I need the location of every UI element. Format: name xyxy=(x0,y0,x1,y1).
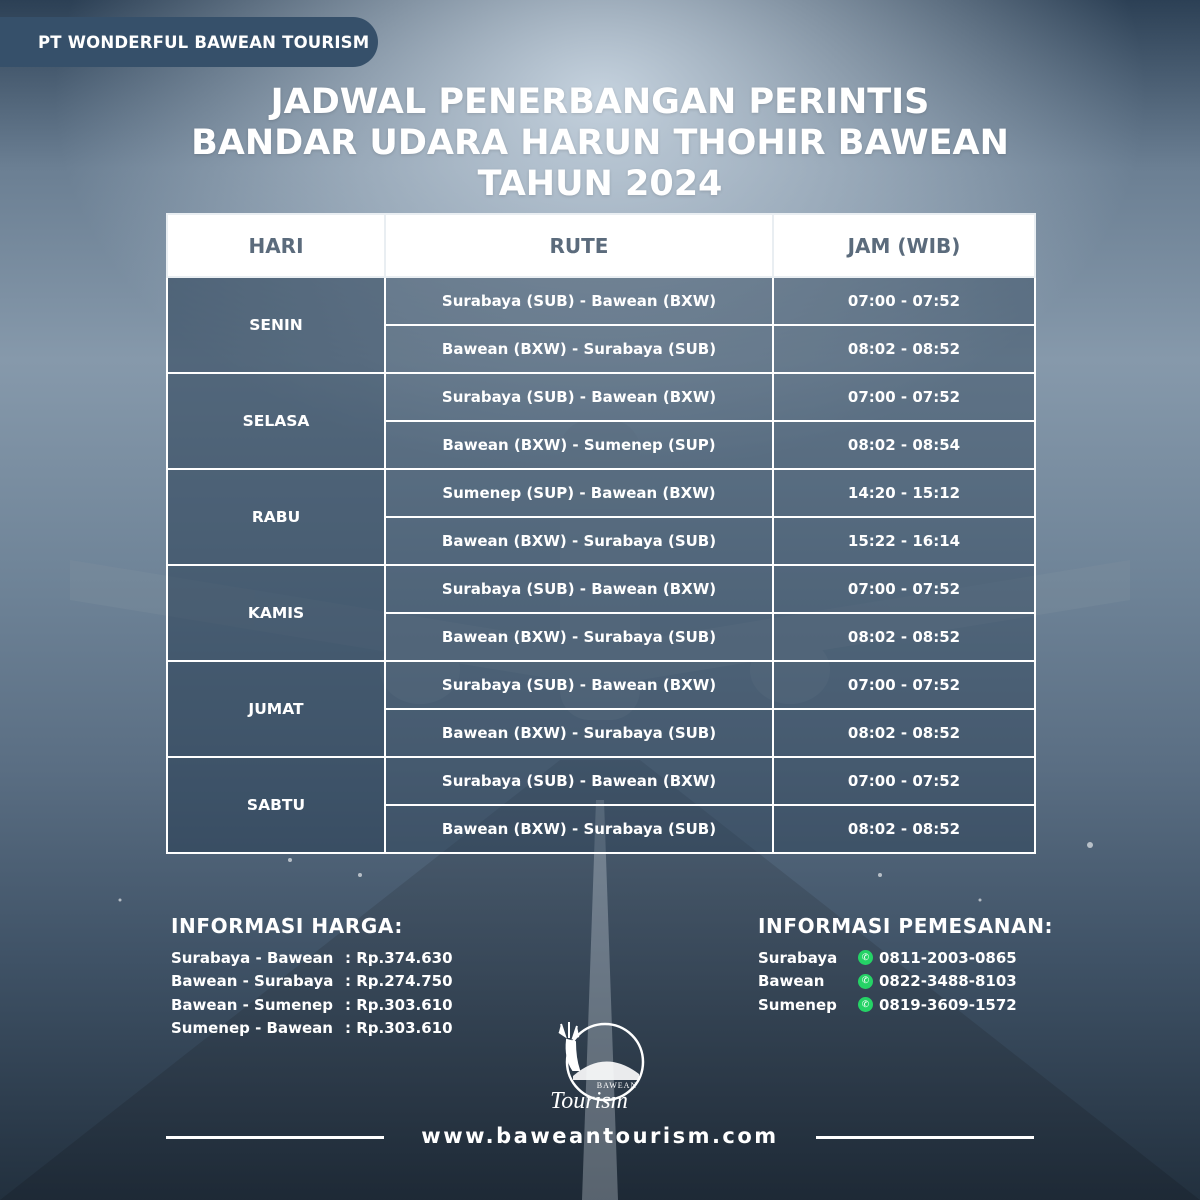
header-time: JAM (WIB) xyxy=(773,214,1035,277)
list-item xyxy=(171,970,453,994)
booking-phone[interactable]: 0822-3488-8103 xyxy=(879,972,1017,991)
price-value: : Rp.303.610 xyxy=(345,1019,453,1038)
day-cell: SABTU xyxy=(167,757,385,853)
title-line-3: TAHUN 2024 xyxy=(477,164,723,204)
price-info-section xyxy=(171,914,453,1040)
table-row xyxy=(167,469,1035,517)
time-cell: 15:22 - 16:14 xyxy=(773,517,1035,565)
route-cell: Surabaya (SUB) - Bawean (BXW) xyxy=(385,373,773,421)
header-route: RUTE xyxy=(385,214,773,277)
list-item xyxy=(758,970,1053,994)
route-cell: Surabaya (SUB) - Bawean (BXW) xyxy=(385,565,773,613)
time-cell: 14:20 - 15:12 xyxy=(773,469,1035,517)
price-route: Sumenep - Bawean xyxy=(171,1019,333,1038)
list-item xyxy=(171,993,453,1017)
day-cell: SENIN xyxy=(167,277,385,373)
day-cell: KAMIS xyxy=(167,565,385,661)
price-route: Bawean - Sumenep xyxy=(171,995,333,1014)
route-cell: Bawean (BXW) - Surabaya (SUB) xyxy=(385,613,773,661)
route-cell: Bawean (BXW) - Surabaya (SUB) xyxy=(385,517,773,565)
day-cell: RABU xyxy=(167,469,385,565)
booking-info-title: INFORMASI PEMESANAN: xyxy=(758,914,1054,938)
time-cell: 08:02 - 08:52 xyxy=(773,325,1035,373)
route-cell: Bawean (BXW) - Surabaya (SUB) xyxy=(385,805,773,853)
flight-schedule-table xyxy=(166,213,1036,854)
website-link[interactable]: www.baweantourism.com xyxy=(421,1124,779,1148)
time-cell: 07:00 - 07:52 xyxy=(773,373,1035,421)
company-name: PT WONDERFUL BAWEAN TOURISM xyxy=(38,32,370,52)
booking-phone[interactable]: 0819-3609-1572 xyxy=(879,995,1017,1014)
price-value: : Rp.274.750 xyxy=(345,972,453,991)
booking-info-section xyxy=(758,914,1053,1017)
svg-text:BAWEAN: BAWEAN xyxy=(596,1081,638,1090)
time-cell: 07:00 - 07:52 xyxy=(773,661,1035,709)
whatsapp-icon: ✆ xyxy=(858,997,873,1012)
title-line-1: JADWAL PENERBANGAN PERINTIS xyxy=(270,82,930,122)
booking-phone[interactable]: 0811-2003-0865 xyxy=(879,948,1017,967)
route-cell: Bawean (BXW) - Surabaya (SUB) xyxy=(385,325,773,373)
page-title xyxy=(0,82,1200,205)
time-cell: 08:02 - 08:54 xyxy=(773,421,1035,469)
bawean-tourism-logo xyxy=(543,1018,661,1118)
header-day: HARI xyxy=(167,214,385,277)
list-item xyxy=(758,946,1053,970)
route-cell: Surabaya (SUB) - Bawean (BXW) xyxy=(385,661,773,709)
price-route: Surabaya - Bawean xyxy=(171,948,334,967)
time-cell: 07:00 - 07:52 xyxy=(773,277,1035,325)
company-badge xyxy=(0,17,378,67)
time-cell: 07:00 - 07:52 xyxy=(773,757,1035,805)
time-cell: 08:02 - 08:52 xyxy=(773,709,1035,757)
booking-city: Surabaya xyxy=(758,948,838,967)
title-line-2: BANDAR UDARA HARUN THOHIR BAWEAN xyxy=(191,123,1009,163)
price-route: Bawean - Surabaya xyxy=(171,972,334,991)
table-row xyxy=(167,565,1035,613)
price-value: : Rp.303.610 xyxy=(345,995,453,1014)
booking-city: Sumenep xyxy=(758,995,837,1014)
price-info-title: INFORMASI HARGA: xyxy=(171,914,403,938)
booking-city: Bawean xyxy=(758,972,825,991)
day-cell: SELASA xyxy=(167,373,385,469)
route-cell: Sumenep (SUP) - Bawean (BXW) xyxy=(385,469,773,517)
svg-text:Tourism: Tourism xyxy=(550,1088,628,1114)
whatsapp-icon: ✆ xyxy=(858,950,873,965)
day-cell: JUMAT xyxy=(167,661,385,757)
route-cell: Bawean (BXW) - Sumenep (SUP) xyxy=(385,421,773,469)
table-row xyxy=(167,373,1035,421)
table-row xyxy=(167,661,1035,709)
table-row xyxy=(167,277,1035,325)
time-cell: 07:00 - 07:52 xyxy=(773,565,1035,613)
route-cell: Surabaya (SUB) - Bawean (BXW) xyxy=(385,757,773,805)
list-item xyxy=(171,1017,453,1041)
list-item xyxy=(171,946,453,970)
price-value: : Rp.374.630 xyxy=(345,948,453,967)
table-row xyxy=(167,757,1035,805)
list-item xyxy=(758,993,1053,1017)
time-cell: 08:02 - 08:52 xyxy=(773,805,1035,853)
time-cell: 08:02 - 08:52 xyxy=(773,613,1035,661)
table-header-row xyxy=(167,214,1035,277)
route-cell: Surabaya (SUB) - Bawean (BXW) xyxy=(385,277,773,325)
route-cell: Bawean (BXW) - Surabaya (SUB) xyxy=(385,709,773,757)
whatsapp-icon: ✆ xyxy=(858,974,873,989)
